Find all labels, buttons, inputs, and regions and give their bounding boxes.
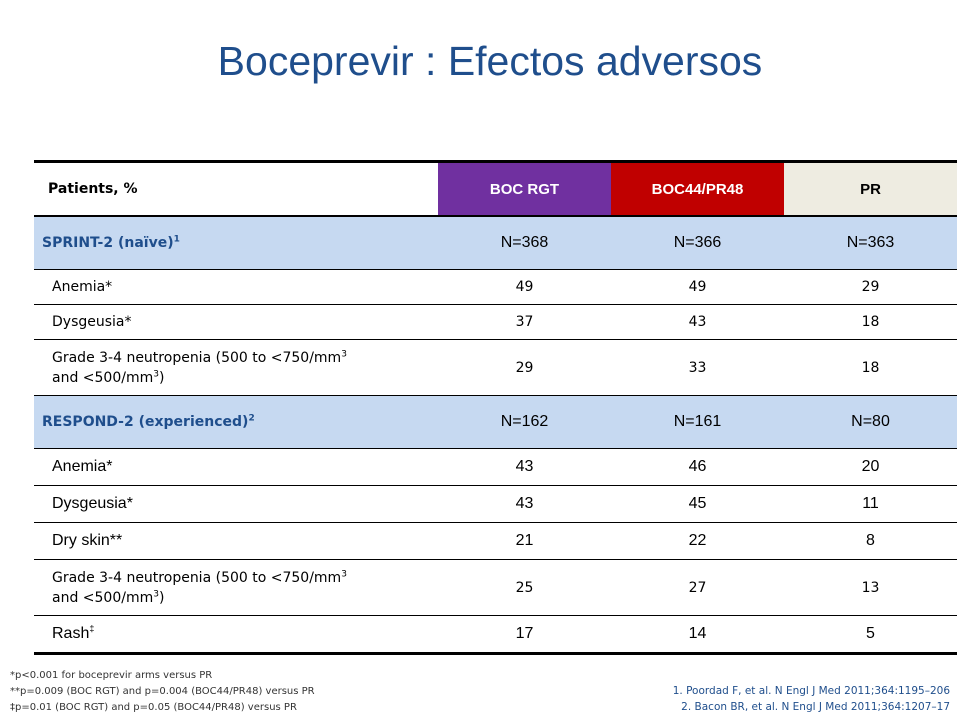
cell-value: 27 xyxy=(611,560,784,616)
sprint-study-label: SPRINT-2 (naïve)$^1$ xyxy=(34,216,438,270)
header-pr: PR xyxy=(784,162,957,217)
table-row xyxy=(34,523,957,560)
cell-value: 17 xyxy=(438,616,611,654)
table-row xyxy=(34,616,957,654)
cell-value: 25 xyxy=(438,560,611,616)
row-label: Anemia* xyxy=(34,270,438,305)
cell-value: 29 xyxy=(438,340,611,396)
row-label: Grade 3-4 neutropenia (500 to $<750/mm^3$ and $<500/mm^3$) xyxy=(34,560,438,616)
cell-value: 18 xyxy=(784,340,957,396)
table-row xyxy=(34,449,957,486)
cell-value: 37 xyxy=(438,305,611,340)
respond-study-row xyxy=(34,396,957,449)
header-label: Patients, % xyxy=(34,162,438,217)
cell-value: 49 xyxy=(438,270,611,305)
header-boc44-pr48: BOC44/PR48 xyxy=(611,162,784,217)
cell-value: 49 xyxy=(611,270,784,305)
reference: 1. Poordad F, et al. N Engl J Med 2011;364:1195–206 xyxy=(672,685,950,697)
cell-value: 29 xyxy=(784,270,957,305)
respond-study-label: RESPOND-2 (experienced)$^2$ xyxy=(34,396,438,449)
cell-value: 33 xyxy=(611,340,784,396)
row-label: Dry skin** xyxy=(34,523,438,560)
adverse-events-table xyxy=(34,160,957,655)
cell-value: 5 xyxy=(784,616,957,654)
table-row xyxy=(34,340,957,396)
cell-value: 21 xyxy=(438,523,611,560)
row-label: Rash‡ xyxy=(34,616,438,654)
footnote: ‡p=0.01 (BOC RGT) and p=0.05 (BOC44/PR48) versus PR xyxy=(10,702,297,713)
cell-value: 11 xyxy=(784,486,957,523)
respond-n-boc44: N=161 xyxy=(611,396,784,449)
cell-value: 13 xyxy=(784,560,957,616)
cell-value: 45 xyxy=(611,486,784,523)
footnote: **p=0.009 (BOC RGT) and p=0.004 (BOC44/PR48) versus PR xyxy=(10,686,315,697)
cell-value: 43 xyxy=(611,305,784,340)
references xyxy=(673,683,950,715)
cell-value: 18 xyxy=(784,305,957,340)
cell-value: 8 xyxy=(784,523,957,560)
respond-n-boc-rgt: N=162 xyxy=(438,396,611,449)
cell-value: 43 xyxy=(438,449,611,486)
page-title: Boceprevir : Efectos adversos xyxy=(217,38,763,84)
cell-value: 43 xyxy=(438,486,611,523)
cell-value: 20 xyxy=(784,449,957,486)
cell-value: 22 xyxy=(611,523,784,560)
sprint-n-boc-rgt: N=368 xyxy=(438,216,611,270)
cell-value: 14 xyxy=(611,616,784,654)
table-row xyxy=(34,486,957,523)
cell-value: 46 xyxy=(611,449,784,486)
row-label: Dysgeusia* xyxy=(34,305,438,340)
row-label: Anemia* xyxy=(34,449,438,486)
footnote: *p<0.001 for boceprevir arms versus PR xyxy=(10,670,213,681)
row-label: Grade 3-4 neutropenia (500 to $<750/mm^3$ and $<500/mm^3$) xyxy=(34,340,438,396)
table-row xyxy=(34,270,957,305)
table-row xyxy=(34,560,957,616)
table-row xyxy=(34,305,957,340)
row-label: Dysgeusia* xyxy=(34,486,438,523)
sprint-study-row xyxy=(34,216,957,270)
sprint-n-boc44: N=366 xyxy=(611,216,784,270)
sprint-n-pr: N=363 xyxy=(784,216,957,270)
table-header-row xyxy=(34,162,957,217)
respond-n-pr: N=80 xyxy=(784,396,957,449)
footnotes xyxy=(10,668,315,716)
header-boc-rgt: BOC RGT xyxy=(438,162,611,217)
reference: 2. Bacon BR, et al. N Engl J Med 2011;364:1207–17 xyxy=(681,701,950,713)
